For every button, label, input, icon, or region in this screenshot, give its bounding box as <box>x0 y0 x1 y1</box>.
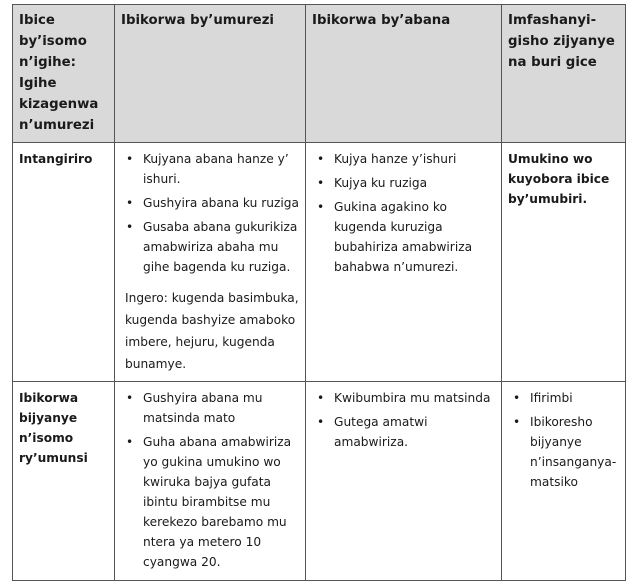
table-header <box>13 5 626 143</box>
list-item: • Ifirimbi <box>530 388 619 408</box>
list-item: • Kujyana abana hanze y’ ishuri. <box>143 149 299 189</box>
header-row <box>13 5 626 143</box>
list-item: • Kwibumbira mu matsinda <box>334 388 495 408</box>
list-item: • Gukina agakino ko kugenda kuruziga bubahiriza amabwiriza bahabwa n’umurezi. <box>334 197 495 277</box>
learner-activities-list <box>312 149 495 277</box>
list-item: • Gusaba abana gukurikiza amabwiriza abaha mu gihe bagenda ku ruziga. <box>143 217 299 277</box>
resources-cell <box>502 143 626 382</box>
header-stage: Ibice by’isomo n’igihe: Igihe kizagenwa n’umurezi <box>13 5 115 143</box>
list-item: • Guha abana amabwiriza yo gukina umukino wo kwiruka bajya gufata ibintu birambitse mu kerekezo barebamo mu ntera ya metero 10 cyangwa 20. <box>143 432 299 572</box>
table-body <box>13 143 626 581</box>
list-item: • Kujya hanze y’ishuri <box>334 149 495 169</box>
teacher-example-text: Ingero: kugenda basimbuka, kugenda bashyize amaboko imbere, hejuru, kugenda bunamye. <box>125 291 299 371</box>
teacher-activities-list <box>121 388 299 572</box>
lesson-plan-table <box>12 4 626 581</box>
list-item: • Gutega amatwi amabwiriza. <box>334 412 495 452</box>
list-item: • Gushyira abana ku ruziga <box>143 193 299 213</box>
learner-activities-list <box>312 388 495 452</box>
table-row-introduction <box>13 143 626 382</box>
resources-text: Umukino wo kuyobora ibice by’umubiri. <box>508 152 610 206</box>
teacher-activities-cell <box>115 143 306 382</box>
table-row-main-activities <box>13 382 626 581</box>
stage-cell: Ibikorwa bijyanye n’isomo ry’umunsi <box>13 382 115 581</box>
learner-activities-cell <box>306 382 502 581</box>
learner-activities-cell <box>306 143 502 382</box>
resources-cell <box>502 382 626 581</box>
header-learner-activities: Ibikorwa by’abana <box>306 5 502 143</box>
header-resources: Imfashanyi-gisho zijyanye na buri gice <box>502 5 626 143</box>
list-item: • Ibikoresho bijyanye n’insanganya-matsiko <box>530 412 619 492</box>
header-teacher-activities: Ibikorwa by’umurezi <box>115 5 306 143</box>
stage-cell: Intangiriro <box>13 143 115 382</box>
resources-list <box>508 388 619 492</box>
teacher-activities-list <box>121 149 299 277</box>
list-item: • Gushyira abana mu matsinda mato <box>143 388 299 428</box>
list-item: • Kujya ku ruziga <box>334 173 495 193</box>
teacher-activities-cell <box>115 382 306 581</box>
